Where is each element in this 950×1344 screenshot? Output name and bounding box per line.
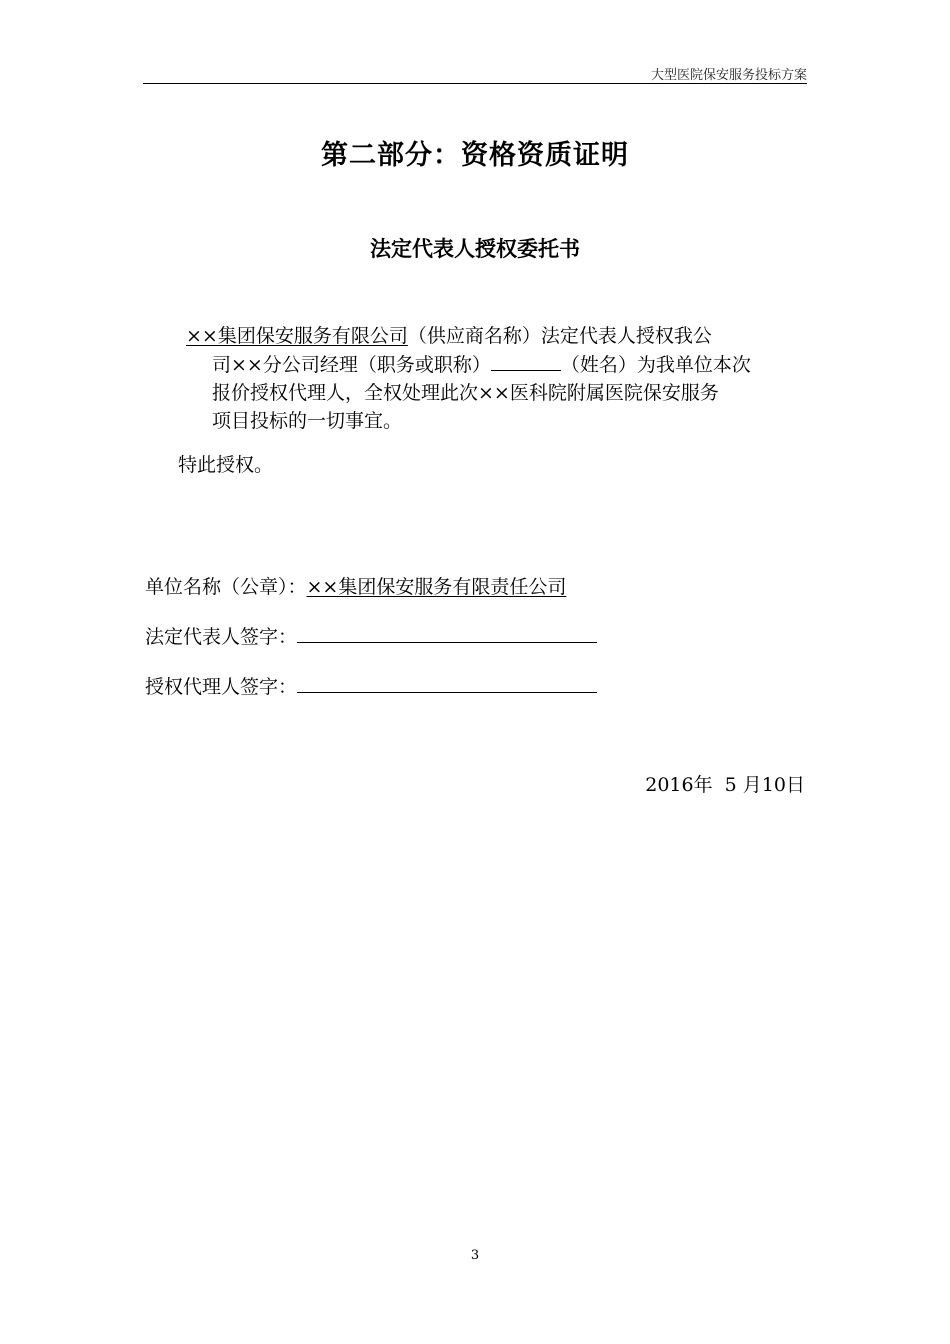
agent-signature-row xyxy=(145,672,597,699)
agent-signature-line xyxy=(297,674,597,693)
unit-name-value: ××集团保安服务有限责任公司 xyxy=(306,576,567,598)
paragraph-line-3: 报价授权代理人，全权处理此次××医科院附属医院保安服务 xyxy=(212,382,719,404)
closing-text: 特此授权。 xyxy=(178,454,274,476)
name-blank xyxy=(491,350,561,371)
line-2-prefix: 司××分公司经理（职务或职称） xyxy=(212,354,491,376)
part-title: 第二部分：资格资质证明 xyxy=(321,140,629,171)
page-number: 3 xyxy=(470,1248,480,1263)
header-rule xyxy=(143,83,807,84)
document-title: 法定代表人授权委托书 xyxy=(370,237,580,261)
legal-rep-label: 法定代表人签字： xyxy=(145,626,298,648)
agent-label: 授权代理人签字： xyxy=(145,676,298,698)
line-1-text: （供应商名称）法定代表人授权我公 xyxy=(407,325,712,347)
paragraph-line-1 xyxy=(186,322,806,350)
legal-rep-signature-row xyxy=(145,622,597,649)
authorization-paragraph xyxy=(186,322,806,435)
paragraph-line-4: 项目投标的一切事宜。 xyxy=(212,410,403,432)
paragraph-line-2 xyxy=(186,350,806,379)
line-2-suffix: （姓名）为我单位本次 xyxy=(560,354,751,376)
unit-name-label: 单位名称（公章）： xyxy=(145,576,307,598)
company-name: ××集团保安服务有限公司 xyxy=(186,325,408,347)
unit-name-row xyxy=(145,572,566,599)
document-date: 2016年 5 月10日 xyxy=(645,774,805,796)
running-header: 大型医院保安服务投标方案 xyxy=(650,68,807,83)
legal-rep-signature-line xyxy=(297,624,597,643)
